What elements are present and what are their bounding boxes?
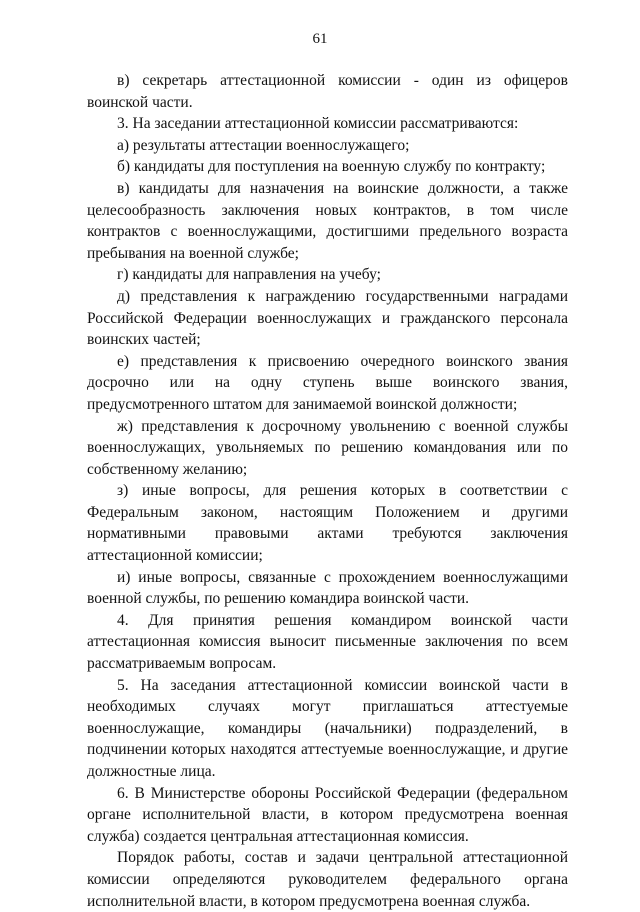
list-item-z: з) иные вопросы, для решения которых в соответствии с Федеральным законом, настоящим Положением и другими нормативными правовыми актами требуются заключения аттестационной комиссии; <box>87 482 568 565</box>
list-item-d: д) представления к награждению государственными наградами Российской Федерации военнослужащих и гражданского персонала воинских частей; <box>87 287 568 349</box>
list-item-a: а) результаты аттестации военнослужащего; <box>117 136 410 154</box>
list-item-v: в) кандидаты для назначения на воинские должности, а также целесообразность заключения новых контрактов, в том числе контрактов с военнослужащими, достигшими предельного возраста пребывания на военной службе; <box>87 179 568 262</box>
list-item-zh: ж) представления к досрочному увольнению с военной службы военнослужащих, увольняемых по решению командования или по собственному желанию; <box>87 417 568 478</box>
document-body <box>87 70 568 912</box>
list-item-b: б) кандидаты для поступления на военную службу по контракту; <box>117 158 546 176</box>
page-number: 61 <box>312 31 328 47</box>
paragraph-section-4: 4. Для принятия решения командиром воинской части аттестационная комиссия выносит письменные заключения по всем рассматриваемым вопросам. <box>87 611 568 673</box>
paragraph-section-3: 3. На заседании аттестационной комиссии рассматриваются: <box>117 115 519 133</box>
list-item-g: г) кандидаты для направления на учебу; <box>117 266 381 284</box>
paragraph-section-6: 6. В Министерстве обороны Российской Федерации (федеральном органе исполнительной власти, в котором предусмотрена военная служба) создается центральная аттестационная комиссия. <box>87 784 568 845</box>
paragraph-section-5: 5. На заседания аттестационной комиссии воинской части в необходимых случаях могут приглашаться аттестуемые военнослужащие, командиры (начальники) подразделений, в подчинении которых находятся аттестуемые военнослужащие, и другие должностные лица. <box>87 676 568 780</box>
list-item-i: и) иные вопросы, связанные с прохождением военнослужащими военной службы, по решению командира воинской части. <box>87 568 568 608</box>
paragraph-secretary: в) секретарь аттестационной комиссии - один из офицеров воинской части. <box>87 72 568 111</box>
paragraph-central-commission: Порядок работы, состав и задачи центральной аттестационной комиссии определяются руководителем федерального органа исполнительной власти, в котором предусмотрена военная служба. <box>87 849 568 910</box>
list-item-e: е) представления к присвоению очередного воинского звания досрочно или на одну ступень выше воинского звания, предусмотренного штатом для занимаемой воинской должности; <box>87 352 568 413</box>
